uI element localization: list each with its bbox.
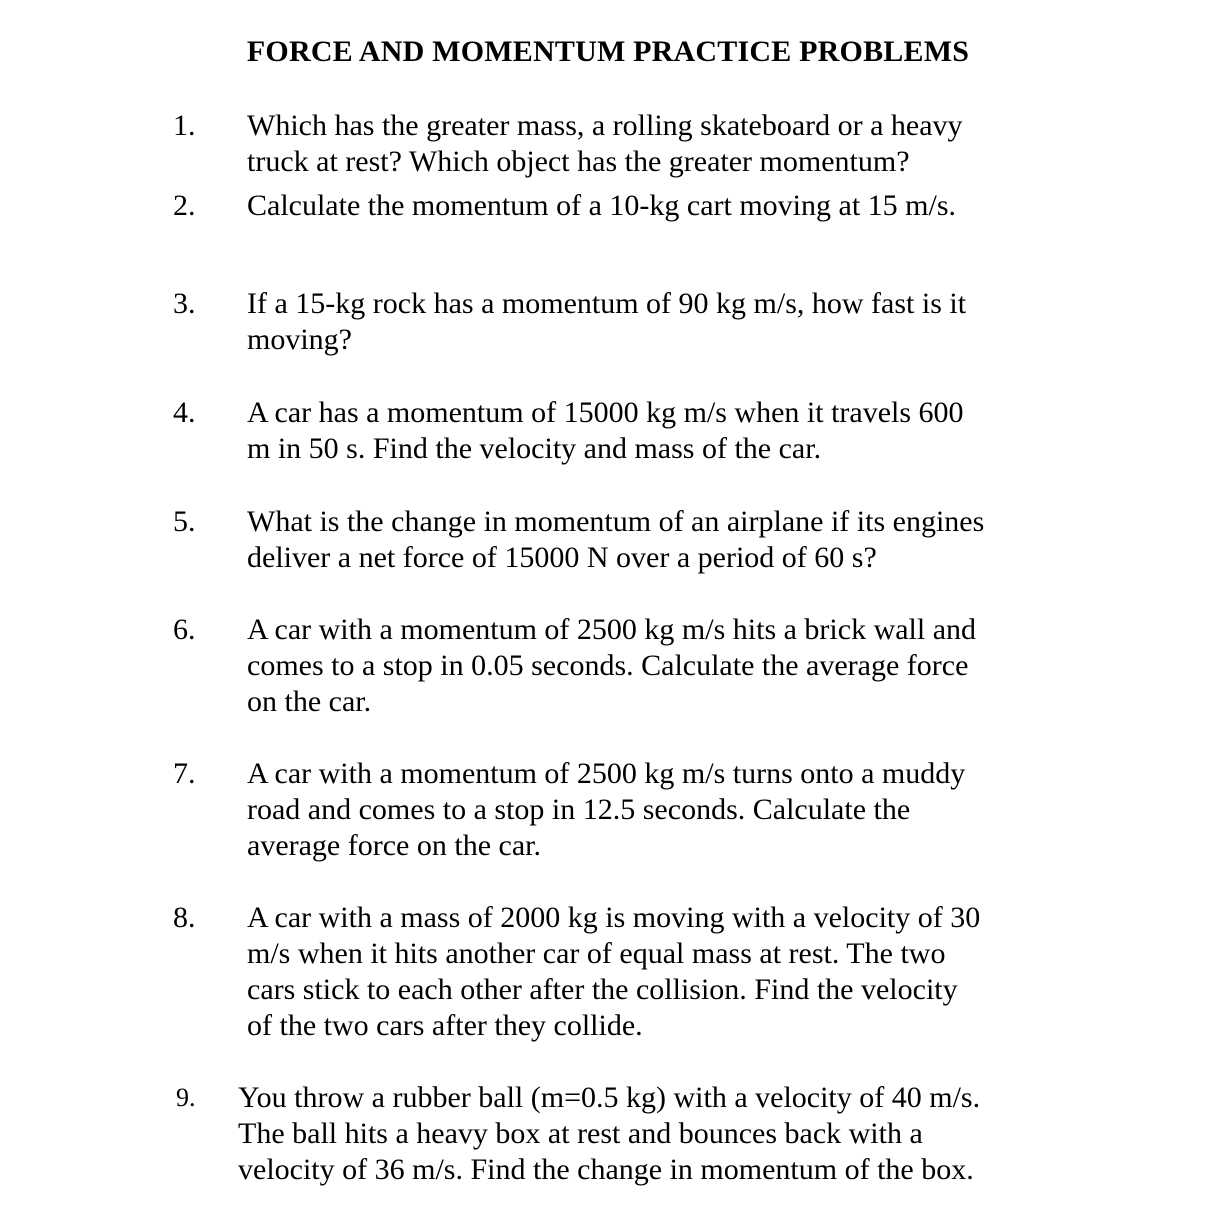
problem-number: 4. (173, 396, 196, 429)
problem-text (247, 900, 1047, 1044)
problem-text (247, 612, 1047, 720)
problem-line: Calculate the momentum of a 10-kg cart moving at 15 m/s. (247, 189, 956, 222)
problem-line: road and comes to a stop in 12.5 seconds. Calculate the (247, 793, 911, 826)
problem-number: 7. (173, 757, 196, 790)
problem-line: deliver a net force of 15000 N over a period of 60 s? (247, 541, 877, 574)
problem-number: 6. (173, 613, 196, 646)
problem-number: 2. (173, 189, 196, 222)
problem-line: A car with a mass of 2000 kg is moving with a velocity of 30 (247, 901, 981, 934)
problem-number: 3. (173, 287, 196, 320)
problem-line: velocity of 36 m/s. Find the change in momentum of the box. (238, 1153, 974, 1186)
problem-line: A car has a momentum of 15000 kg m/s when it travels 600 (247, 396, 964, 429)
problem-line: A car with a momentum of 2500 kg m/s turns onto a muddy (247, 757, 966, 790)
problem-line: If a 15-kg rock has a momentum of 90 kg m/s, how fast is it (247, 287, 967, 320)
problem-line: Which has the greater mass, a rolling skateboard or a heavy (247, 109, 963, 142)
problem-line: average force on the car. (247, 829, 541, 862)
problem-line: m/s when it hits another car of equal mass at rest. The two (247, 937, 946, 970)
problem-line: cars stick to each other after the collision. Find the velocity (247, 973, 958, 1006)
problem-text (238, 1080, 1058, 1188)
problem-line: The ball hits a heavy box at rest and bounces back with a (238, 1117, 923, 1150)
problem-text (247, 286, 1047, 358)
problem-line: of the two cars after they collide. (247, 1009, 643, 1042)
problem-number: 1. (173, 109, 196, 142)
problem-line: m in 50 s. Find the velocity and mass of the car. (247, 432, 822, 465)
problem-text (247, 504, 1047, 576)
problem-text (247, 756, 1047, 864)
problem-line: A car with a momentum of 2500 kg m/s hits a brick wall and (247, 613, 977, 646)
problem-line: What is the change in momentum of an airplane if its engines (247, 505, 985, 538)
problem-text (247, 395, 1047, 467)
problem-line: moving? (247, 323, 352, 356)
problem-number: 9. (176, 1083, 196, 1112)
problem-line: on the car. (247, 685, 372, 718)
problem-line: truck at rest? Which object has the greater momentum? (247, 145, 910, 178)
problem-number: 5. (173, 505, 196, 538)
problem-text (247, 188, 1047, 224)
problem-text (247, 108, 1047, 180)
problem-number: 8. (173, 901, 196, 934)
problem-line: comes to a stop in 0.05 seconds. Calculate the average force (247, 649, 969, 682)
page-title: FORCE AND MOMENTUM PRACTICE PROBLEMS (246, 35, 970, 68)
problem-line: You throw a rubber ball (m=0.5 kg) with a velocity of 40 m/s. (238, 1081, 981, 1114)
